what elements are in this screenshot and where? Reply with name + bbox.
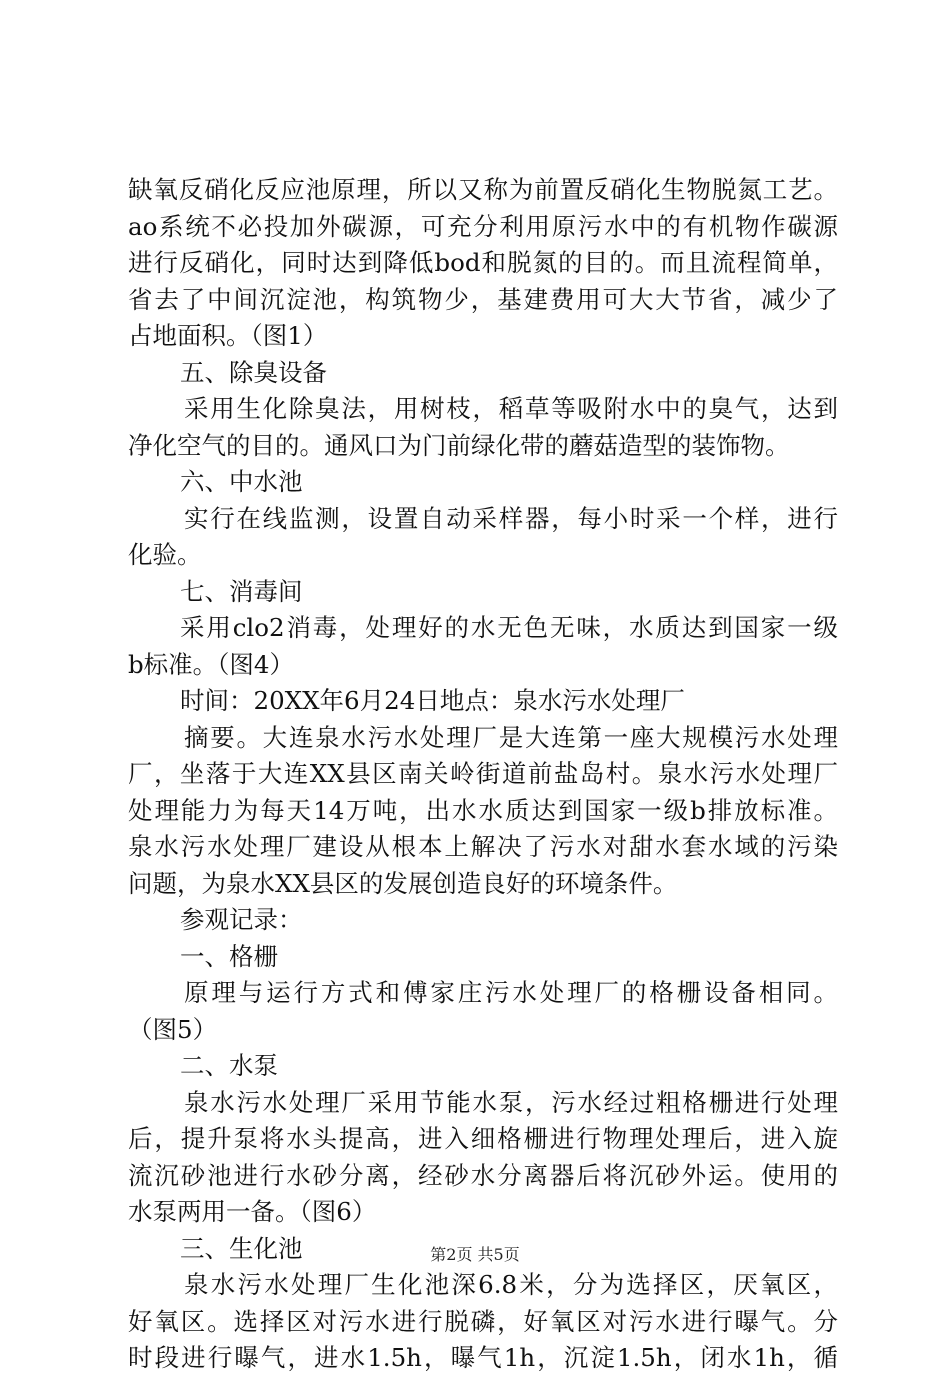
text-line: 厂，坐落于大连XX县区南关岭街道前盐岛村。泉水污水处理厂	[128, 759, 838, 788]
text-line: 水泵两用一备。（图6）	[128, 1197, 377, 1226]
text-line: 流沉砂池进行水砂分离，经砂水分离器后将沉砂外运。使用的	[128, 1160, 838, 1190]
text-line: 参观记录：	[180, 905, 303, 934]
text-line: 泉水污水处理厂生化池深6.8米，分为选择区，厌氧区，	[184, 1270, 838, 1299]
text-line: 一、格栅	[180, 941, 278, 971]
text-line: 泉水污水处理厂建设从根本上解决了污水对甜水套水域的污染	[128, 832, 838, 861]
text-line: 二、水泵	[180, 1051, 278, 1080]
page-number-label: 第2页 共5页	[430, 1245, 520, 1264]
text-line: 净化空气的目的。通风口为门前绿化带的蘑菇造型的装饰物。	[128, 430, 790, 460]
text-line: ao系统不必投加外碳源，可充分利用原污水中的有机物作碳源	[128, 211, 838, 241]
text-line: 缺氧反硝化反应池原理，所以又称为前置反硝化生物脱氮工艺。	[128, 175, 838, 204]
text-line: 泉水污水处理厂采用节能水泵，污水经过粗格栅进行处理	[184, 1087, 838, 1117]
text-line: 时间：20XX年6月24日地点：泉水污水处理厂	[180, 686, 685, 715]
text-line: 三、生化池	[180, 1233, 303, 1263]
text-line: 六、中水池	[180, 467, 303, 496]
text-line: 占地面积。（图1）	[128, 321, 328, 350]
text-line: 采用clo2消毒，处理好的水无色无味，水质达到国家一级	[180, 613, 838, 642]
text-line: 问题，为泉水XX县区的发展创造良好的环境条件。	[128, 868, 678, 898]
text-line: （图5）	[128, 1014, 218, 1044]
page-footer	[0, 1244, 950, 1266]
text-line: 省去了中间沉淀池，构筑物少，基建费用可大大节省，减少了	[128, 284, 838, 314]
text-line: 好氧区。选择区对污水进行脱磷，好氧区对污水进行曝气。分	[128, 1306, 838, 1336]
text-line: 原理与运行方式和傅家庄污水处理厂的格栅设备相同。	[184, 978, 838, 1007]
text-line: 实行在线监测，设置自动采样器，每小时采一个样，进行	[184, 503, 838, 533]
text-line: 处理能力为每天14万吨，出水水质达到国家一级b排放标准。	[128, 795, 838, 825]
text-line: 进行反硝化，同时达到降低bod和脱氮的目的。而且流程简单，	[128, 248, 838, 277]
text-line: 五、除臭设备	[180, 357, 327, 387]
text-line: 时段进行曝气，进水1.5h，曝气1h，沉淀1.5h，闭水1h，循	[128, 1343, 838, 1372]
text-line: 七、消毒间	[180, 576, 303, 606]
text-line: 采用生化除臭法，用树枝，稻草等吸附水中的臭气，达到	[184, 394, 838, 423]
text-line: 化验。	[128, 540, 202, 569]
text-line: 摘要。大连泉水污水处理厂是大连第一座大规模污水处理	[184, 722, 838, 752]
text-line: 后，提升泵将水头提高，进入细格栅进行物理处理后，进入旋	[128, 1124, 838, 1153]
document-body	[128, 172, 838, 1377]
text-line: b标准。（图4）	[128, 649, 295, 679]
